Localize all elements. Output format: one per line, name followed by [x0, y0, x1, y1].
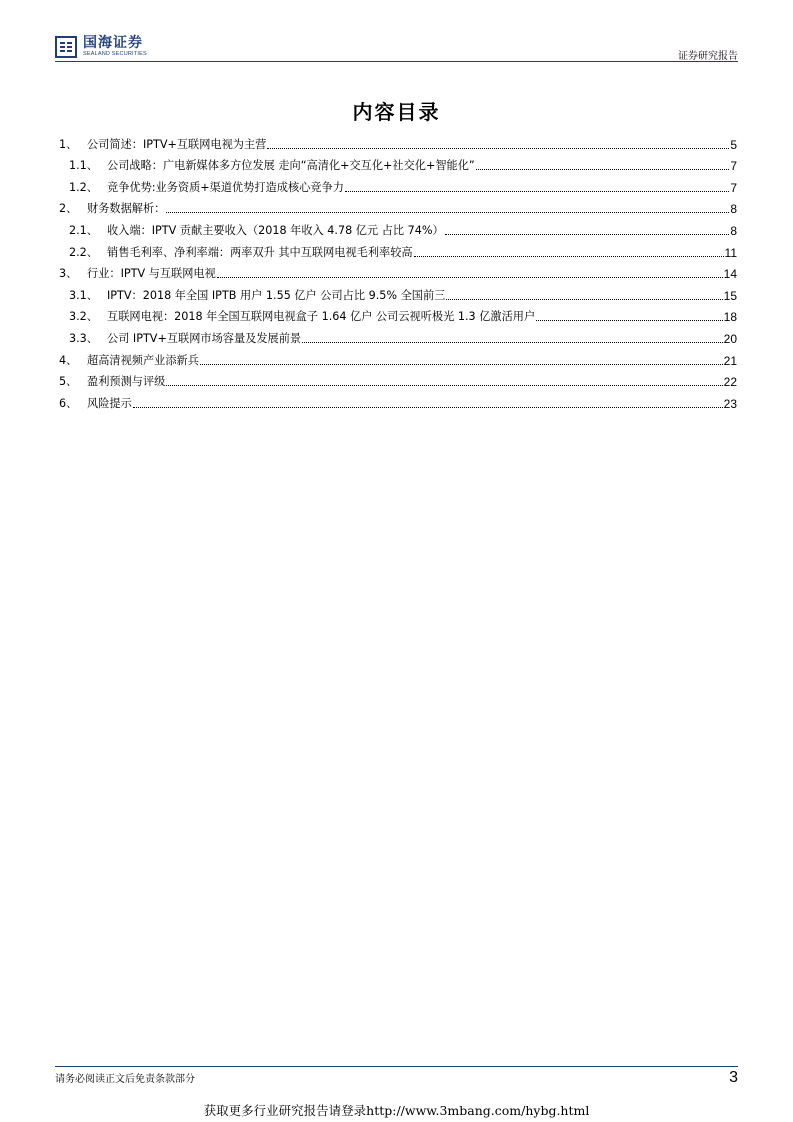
toc-entry-number: 4、	[59, 353, 78, 367]
page-header	[55, 33, 738, 62]
page-title: 内容目录	[352, 100, 441, 124]
toc-entry[interactable]	[59, 195, 737, 217]
page-number: 3	[729, 1069, 738, 1086]
toc-entry-number: 2.1、	[69, 223, 98, 237]
toc-entry-title: 财务数据解析：	[87, 202, 166, 216]
toc-entry-title: 公司战略：广电新媒体多方位发展 走向“高清化+交互化+社交化+智能化”	[107, 159, 475, 173]
toc-entry[interactable]	[59, 303, 737, 325]
toc-entry-page: 14	[723, 267, 737, 282]
toc-entry-page: 7	[730, 159, 737, 174]
toc-entry-number: 3、	[59, 267, 78, 281]
toc-entry[interactable]	[59, 238, 737, 260]
toc-dot-leader	[200, 364, 723, 365]
toc-entry-title: 风险提示	[87, 396, 132, 410]
page-footer	[55, 1066, 738, 1086]
toc-dot-leader	[267, 148, 729, 149]
toc-entry[interactable]	[59, 346, 737, 368]
toc-entry-page: 18	[723, 310, 737, 325]
toc-entry-page: 7	[730, 180, 737, 195]
toc-entry-page: 5	[730, 137, 737, 152]
toc-entry[interactable]	[59, 130, 737, 152]
toc-entry-title: 行业：IPTV 与互联网电视	[87, 267, 216, 281]
toc-entry-number: 2、	[59, 202, 78, 216]
toc-entry[interactable]	[59, 152, 737, 174]
toc-dot-leader	[166, 385, 722, 386]
toc-entry-title: 收入端：IPTV 贡献主要收入（2018 年收入 4.78 亿元 占比 74%）	[107, 223, 444, 237]
toc-entry-number: 3.2、	[69, 310, 98, 324]
toc-entry-title: IPTV：2018 年全国 IPTB 用户 1.55 亿户 公司占比 9.5% 全国前三	[107, 288, 446, 302]
toc-entry-number: 5、	[59, 375, 78, 389]
toc-dot-leader	[476, 169, 730, 170]
doc-type-label: 证券研究报告	[678, 51, 738, 62]
toc-entry-page: 15	[723, 288, 737, 303]
toc-entry[interactable]	[59, 368, 737, 390]
toc-entry[interactable]	[59, 173, 737, 195]
toc-entry-title: 公司 IPTV+互联网市场容量及发展前景	[107, 331, 302, 345]
toc-dot-leader	[217, 277, 723, 278]
brand-name-cn: 国海证券	[83, 35, 143, 52]
toc-entry-page: 20	[723, 331, 737, 346]
brand-logo	[55, 35, 147, 59]
toc-entry-page: 11	[724, 245, 737, 260]
sealand-logo-icon	[55, 36, 77, 58]
toc-dot-leader	[446, 299, 722, 300]
toc-entry-page: 23	[723, 396, 737, 411]
toc-entry-title: 盈利预测与评级	[87, 375, 166, 389]
toc-entry-number: 2.2、	[69, 245, 98, 259]
toc-entry-number: 6、	[59, 396, 78, 410]
toc-dot-leader	[345, 191, 729, 192]
toc-entry-page: 8	[730, 202, 737, 217]
toc-entry-number: 1.2、	[69, 180, 98, 194]
toc-entry-number: 1.1、	[69, 159, 98, 173]
toc-dot-leader	[302, 342, 723, 343]
brand-name-en: SEALAND SECURITIES	[83, 51, 147, 58]
toc-entry-number: 3.3、	[69, 331, 98, 345]
toc-entry-title: 销售毛利率、净利率端：两率双升 其中互联网电视毛利率较高	[107, 245, 413, 259]
toc-entry[interactable]	[59, 216, 737, 238]
table-of-contents	[59, 130, 737, 411]
download-note: 获取更多行业研究报告请登录http://www.3mbang.com/hybg.html	[203, 1103, 590, 1118]
toc-entry-page: 8	[730, 223, 737, 238]
toc-dot-leader	[133, 407, 723, 408]
toc-entry[interactable]	[59, 389, 737, 411]
toc-entry-title: 超高清视频产业添新兵	[87, 353, 199, 367]
toc-entry-title: 竞争优势:业务资质+渠道优势打造成核心竞争力	[107, 180, 344, 194]
disclaimer-note: 请务必阅读正文后免责条款部分	[55, 1074, 195, 1085]
toc-entry[interactable]	[59, 281, 737, 303]
toc-entry-number: 3.1、	[69, 288, 98, 302]
toc-entry-page: 21	[723, 353, 737, 368]
toc-entry-page: 22	[723, 375, 737, 390]
toc-dot-leader	[414, 256, 724, 257]
toc-entry[interactable]	[59, 260, 737, 282]
toc-dot-leader	[166, 212, 729, 213]
toc-entry-title: 公司简述：IPTV+互联网电视为主营	[87, 137, 267, 151]
toc-entry[interactable]	[59, 324, 737, 346]
toc-entry-title: 互联网电视：2018 年全国互联网电视盒子 1.64 亿户 公司云视听极光 1.3 亿激活用户	[107, 310, 536, 324]
toc-dot-leader	[536, 320, 723, 321]
toc-entry-number: 1、	[59, 137, 78, 151]
toc-dot-leader	[445, 234, 730, 235]
